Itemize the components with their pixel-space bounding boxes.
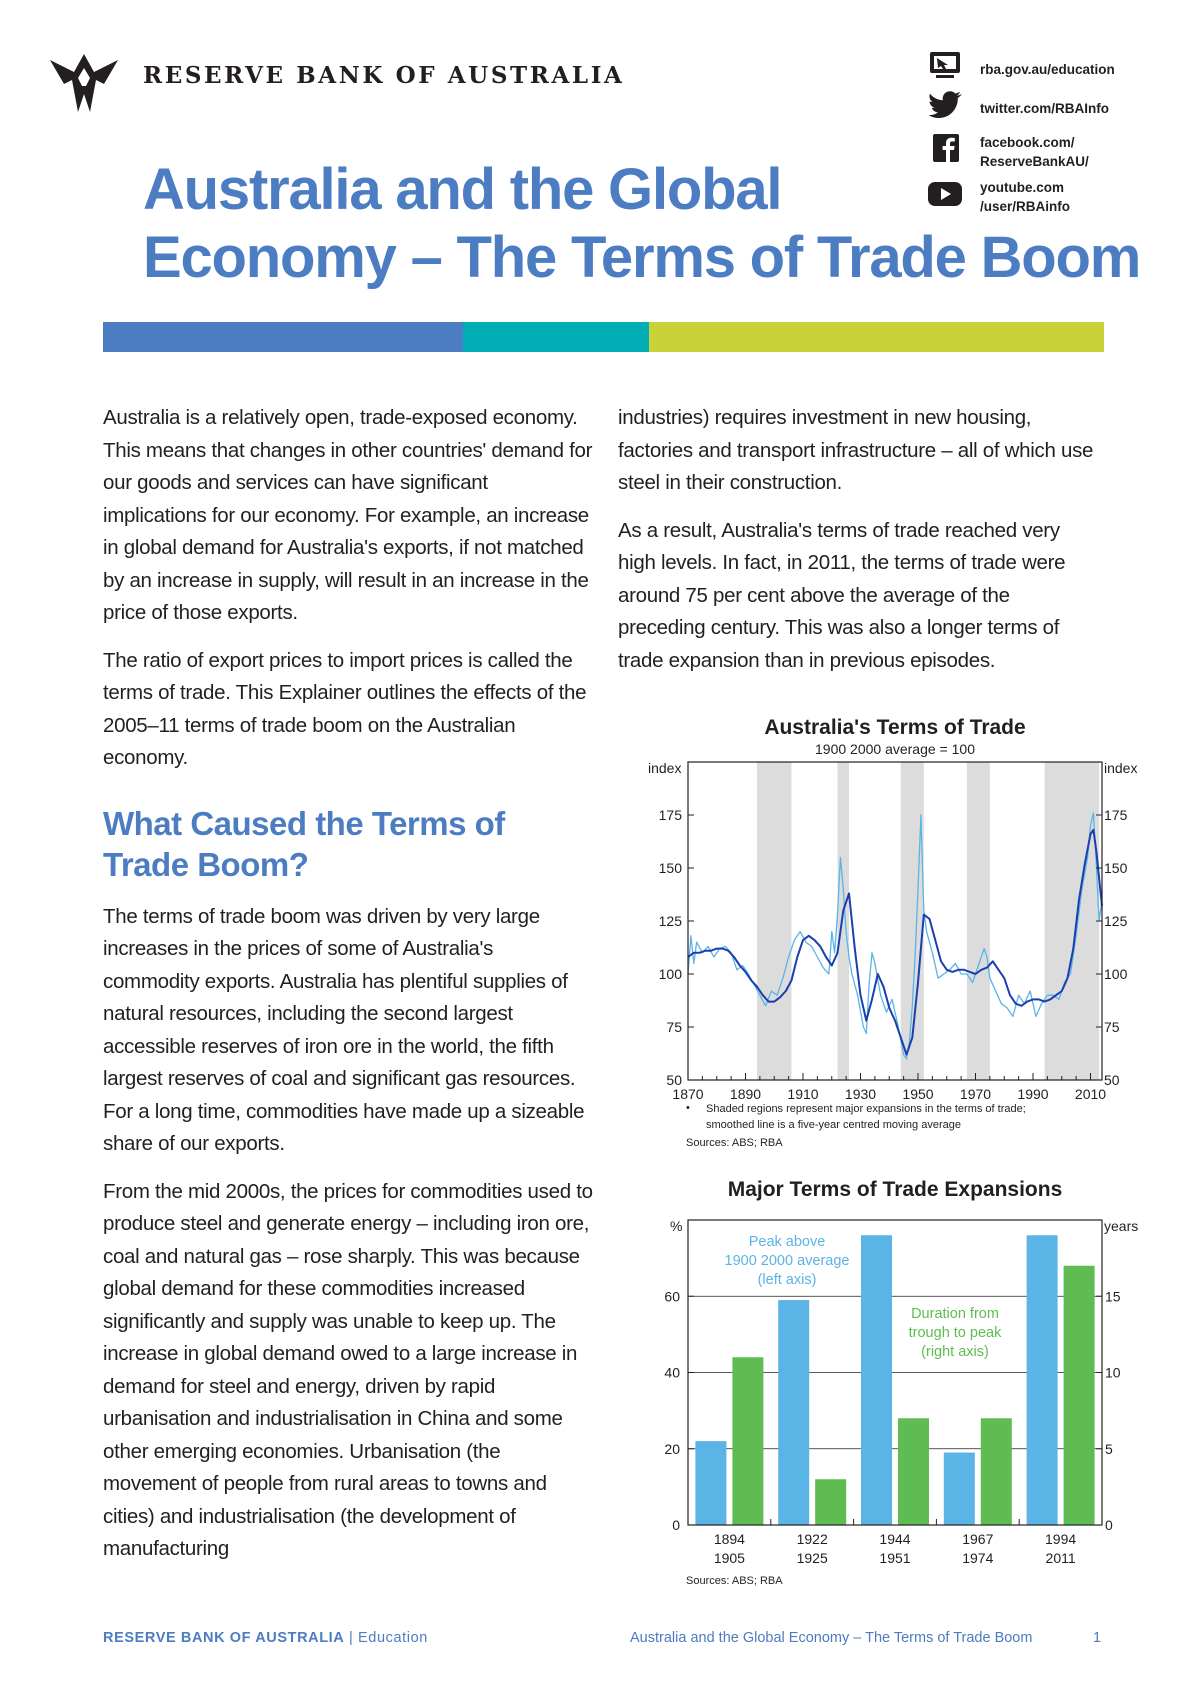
x-tick-label: 1930 <box>844 1086 877 1102</box>
x-tick-label: 1890 <box>729 1086 762 1102</box>
bar-peak-1944 <box>861 1235 892 1525</box>
page-title-line2: Economy – The Terms of Trade Boom <box>143 225 1141 290</box>
chart-footnote-line2: smoothed line is a five-year centred moving average <box>706 1119 961 1131</box>
legend-right-line2: trough to peak <box>908 1325 1002 1341</box>
legend-left-line1: Peak above <box>748 1234 826 1250</box>
contact-facebook-text-line2: ReserveBankAU/ <box>980 154 1089 169</box>
page-title-line1: Australia and the Global <box>143 157 782 222</box>
bar-chart-sources: Sources: ABS; RBA <box>686 1575 783 1587</box>
bar-y-tick-label-right: 0 <box>1105 1517 1113 1533</box>
rba-emblem-icon <box>48 50 120 116</box>
chart-title: Australia's Terms of Trade <box>764 716 1026 739</box>
y-tick-label-right: 75 <box>1104 1019 1120 1035</box>
bar-duration-1994 <box>1064 1266 1095 1525</box>
bar-x-label-end: 1974 <box>962 1550 994 1566</box>
computer-icon <box>928 50 962 80</box>
bar-x-label-start: 1967 <box>962 1531 994 1547</box>
x-tick-label: 1990 <box>1017 1086 1049 1102</box>
terms-of-trade-plot <box>630 710 1160 1150</box>
bar-y-tick-label-left: 40 <box>664 1364 680 1381</box>
shaded-period-4 <box>1045 762 1100 1080</box>
legend-left-line3: (left axis) <box>757 1272 817 1288</box>
page-title <box>143 156 1141 292</box>
section-heading: What Caused the Terms of Trade Boom? <box>103 804 505 883</box>
org-name: RESERVE BANK OF AUSTRALIA <box>143 62 625 89</box>
bar-duration-1944 <box>898 1418 929 1525</box>
paragraph-boom-drivers: The terms of trade boom was driven by very large increases in the prices of some of Australia's commodity exports. Australia has plentiful supplies of natural resources, including the second largest accessible reserves of iron ore in the world, the fifth largest reserves of coal and significant gas resources. For a long time, commodities have made up a sizeable share of our exports. <box>103 904 585 1155</box>
bar-y-tick-label-right: 5 <box>1105 1440 1113 1457</box>
footer-org-name: RESERVE BANK OF AUSTRALIA <box>103 1630 345 1646</box>
y-tick-label-left: 125 <box>658 913 682 929</box>
accent-bar-blue <box>103 322 463 352</box>
page-number: 1 <box>1093 1630 1102 1646</box>
legend-right-line3: (right axis) <box>921 1344 989 1360</box>
bar-peak-1994 <box>1027 1235 1058 1525</box>
y-tick-label-right: 50 <box>1104 1072 1120 1088</box>
series-line-smoothed <box>688 830 1102 1055</box>
footer-org <box>103 1630 428 1646</box>
bar-x-label-end: 2011 <box>1045 1550 1076 1566</box>
bar-peak-1967 <box>944 1453 975 1525</box>
shaded-period-1 <box>838 762 850 1080</box>
bar-x-label-end: 1951 <box>879 1550 911 1566</box>
x-tick-label: 1910 <box>787 1086 819 1102</box>
bar-x-label-start: 1894 <box>713 1531 745 1547</box>
paragraph-terms-of-trade: The ratio of export prices to import prices is called the terms of trade. This Explainer outlines the effects of the 2005–11 terms of trade boom on the Australian economy. <box>103 648 587 769</box>
bar-peak-1922 <box>778 1300 809 1525</box>
paragraph-commodity-prices: From the mid 2000s, the prices for commodities used to produce steel and generate energy – including iron ore, coal and natural gas – rose sharply. This was because global demand for these commodities increased significantly and supply was unable to keep up. The increase in global demand owed to a large increase in demand for steel and energy, driven by rapid urbanisation and industrialisation in China and some other emerging economies. Urbanisation (the movement of people from rural areas to towns and cities) and industrialisation (the development of manufacturing <box>103 1179 593 1560</box>
bar-y-tick-label-right: 10 <box>1105 1364 1121 1381</box>
accent-bar-lime <box>649 322 1104 352</box>
bar-duration-1894 <box>732 1357 763 1525</box>
twitter-icon <box>928 90 962 120</box>
plot-frame <box>688 762 1102 1080</box>
paragraph-investment: industries) requires investment in new housing, factories and transport infrastructure – all of which use steel in their construction. <box>618 406 1094 494</box>
x-tick-label: 1970 <box>959 1086 992 1102</box>
contact-website-text: rba.gov.au/education <box>980 62 1115 77</box>
bar-x-label-start: 1944 <box>879 1531 911 1547</box>
y-tick-label-left: 175 <box>658 807 682 823</box>
expansions-chart <box>630 1178 1160 1598</box>
bar-x-label-end: 1905 <box>713 1550 745 1566</box>
y-tick-label-left: 150 <box>658 860 682 876</box>
accent-bar-teal <box>463 322 649 352</box>
bar-x-label-start: 1922 <box>796 1531 828 1547</box>
shaded-period-0 <box>757 762 792 1080</box>
legend-left-axis <box>725 1234 850 1288</box>
terms-of-trade-chart <box>630 710 1160 1150</box>
expansions-plot <box>630 1178 1160 1578</box>
shaded-period-3 <box>967 762 990 1080</box>
footer-section: | Education <box>349 1630 428 1646</box>
bar-peak-1894 <box>695 1441 726 1525</box>
y-tick-label-right: 150 <box>1104 860 1128 876</box>
chart-subtitle: 1900 2000 average = 100 <box>815 741 975 757</box>
rba-logo <box>48 50 120 116</box>
bar-chart-title: Major Terms of Trade Expansions <box>727 1178 1063 1201</box>
x-tick-label: 2010 <box>1074 1086 1107 1102</box>
bar-y-tick-label-right: 15 <box>1105 1288 1121 1305</box>
x-tick-label: 1870 <box>672 1086 704 1102</box>
legend-right-axis <box>909 1306 1002 1360</box>
contact-youtube-text-line2: /user/RBAinfo <box>980 199 1071 214</box>
y-tick-label-left: 50 <box>666 1072 682 1088</box>
chart-sources: Sources: ABS; RBA <box>686 1137 783 1149</box>
bar-x-label-end: 1925 <box>796 1550 828 1566</box>
y-tick-label-left: 75 <box>666 1019 682 1035</box>
contact-facebook-text-line1: facebook.com/ <box>980 135 1075 150</box>
right-column <box>618 402 1098 692</box>
bar-y-tick-label-left: 60 <box>664 1288 680 1305</box>
y-tick-label-left: 100 <box>658 966 682 982</box>
paragraph-result: As a result, Australia's terms of trade reached very high levels. In fact, in 2011, the terms of trade were around 75 per cent above the average of the preceding century. This was also a longer terms of trade expansion than in previous episodes. <box>618 518 1066 672</box>
x-tick-label: 1950 <box>902 1086 934 1102</box>
bar-y-label-right: years <box>1104 1218 1139 1234</box>
y-tick-label-right: 100 <box>1104 966 1128 982</box>
contact-youtube-text-line1: youtube.com <box>980 180 1065 195</box>
legend-left-line2: 1900 2000 average <box>724 1253 850 1269</box>
y-axis-label-left: index <box>648 760 682 776</box>
chart-footnote-line1: Shaded regions represent major expansions in the terms of trade; <box>706 1103 1026 1115</box>
bar-y-label-left: % <box>670 1218 683 1234</box>
bar-duration-1922 <box>815 1479 846 1525</box>
y-tick-label-right: 125 <box>1104 913 1128 929</box>
y-axis-label-right: index <box>1104 760 1138 776</box>
footnote-bullet: • <box>686 1102 690 1114</box>
bar-y-tick-label-left: 20 <box>664 1440 680 1457</box>
bar-duration-1967 <box>981 1418 1012 1525</box>
bar-y-tick-label-left: 0 <box>672 1517 680 1533</box>
left-column <box>103 402 593 1581</box>
footer-doc-title: Australia and the Global Economy – The Terms of Trade Boom <box>630 1630 1033 1646</box>
legend-right-line1: Duration from <box>911 1306 999 1322</box>
contact-twitter-text: twitter.com/RBAInfo <box>980 101 1110 116</box>
bar-x-label-start: 1994 <box>1045 1531 1077 1547</box>
paragraph-intro: Australia is a relatively open, trade-exposed economy. This means that changes in other countries' demand for our goods and services can have significant implications for our economy. For example, an increase in global demand for Australia's exports, if not matched by an increase in supply, will result in an increase in the price of those exports. <box>103 406 593 624</box>
y-tick-label-right: 175 <box>1104 807 1128 823</box>
